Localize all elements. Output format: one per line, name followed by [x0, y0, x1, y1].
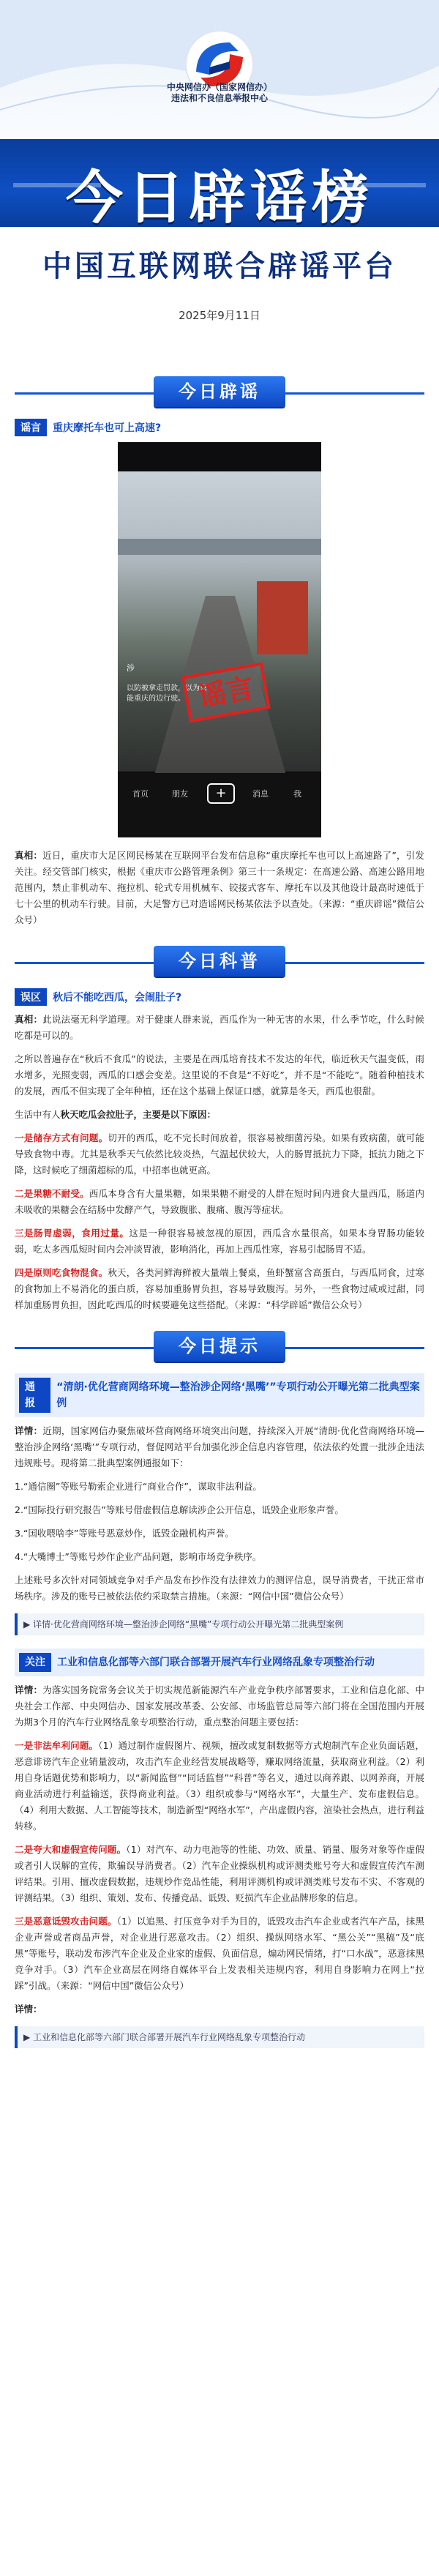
- science-headline: 秋后不能吃西瓜，会闹肚子?: [53, 992, 182, 1004]
- tips-case-1: 1.“通信圈”等账号勒索企业进行“商业合作”，谋取非法利益。: [15, 1481, 262, 1492]
- logo-line-1: 中央网信办（国家网信办）: [166, 82, 272, 92]
- science-para-3: 生活中有人秋天吃瓜会拉肚子，主要是以下原因：: [15, 1109, 217, 1120]
- science-item-3: 三是肠胃虚弱，食用过量。这是一种很容易被忽视的原因，西瓜含水量很高，如果本身胃肠功能较弱，吃太多西瓜短时间内会冲淡胃液，影响消化，再加上西瓜性寒，容易引起肠胃不适。: [15, 1228, 424, 1255]
- phone-screenshot: [118, 442, 321, 837]
- video-frame: [118, 471, 321, 772]
- logo-line-2: 违法和不良信息举报中心: [170, 93, 268, 103]
- plus-icon[interactable]: +: [207, 783, 235, 804]
- video-caption-2: 以防被拿走罚款，以为只能重庆的边行驶。: [127, 684, 207, 703]
- tips-case-2: 2.“国际投行研究报告”等账号借虚假信息解读涉企公开信息，诋毁企业形象声誉。: [15, 1504, 344, 1515]
- section-banner-tips: [0, 1321, 439, 1364]
- section-tips: [0, 1373, 439, 2048]
- science-headline-row: [15, 988, 424, 1006]
- section-banner-label: 今日科普: [154, 946, 285, 977]
- focus-headline: 工业和信息化部等六部门联合部署开展汽车行业网络乱象专项整治行动: [57, 1657, 375, 1668]
- rumor-headline-row: [15, 419, 424, 436]
- section-banner-label: 今日提示: [154, 1331, 285, 1362]
- tips-case-4: 4.“大嘴博士”等账号炒作企业产品问题，影响市场竞争秩序。: [15, 1551, 262, 1562]
- tips-case-3: 3.“国收喂啥李”等账号恶意炒作，诋毁金融机构声誉。: [15, 1528, 234, 1539]
- rumor-truth: 真相：近日，重庆市大足区网民杨某在互联网平台发布信息称“重庆摩托车也可以上高速路了”，引发关注。经交管部门核实，根据《重庆市公路管理条例》第三十一条规定：在高速公路、高速公路用地范围内，禁止非机动车、拖拉机、轮式专用机械车、铰接式客车、摩托车以及其他设计最高时速低于七十公里的机动车行驶。目前，大足警方已对造谣网民杨某依法予以查处。（来源：“重庆辟谣”微信公众号）: [15, 850, 424, 925]
- focus-item-3: 三是恶意诋毁攻击问题。（1）以追黑、打压竞争对手为目的，诋毁攻击汽车企业或者汽车产品，抹黑企业声誉或者商品声誉，对企业进行恶意攻击。（2）组织、操纵网络水军、“黑公关”“黑稿”及“底黑”等账号，联动发布涉汽车企业及企业家的虚假、负面信息，煽动网民情绪，打“口水战”，恶意抹黑竞争对手。（3）汽车企业高层在网络自媒体平台上发表相关违规内容，利用自身影响力在网上“拉踩”引战。（来源：“网信中国”微信公众号）: [15, 1916, 424, 1991]
- nav-me[interactable]: 我: [293, 789, 301, 799]
- tips-detail-link[interactable]: ▶ 详情·优化营商网络环境—整治涉企网络“黑嘴”专项行动公开曝光第二批典型案例: [15, 1613, 424, 1635]
- focus-tag: 关注: [19, 1653, 51, 1672]
- science-item-4: 四是原则吃食物混食。秋天，各类河鲜海鲜被大量端上餐桌，鱼虾蟹富含高蛋白，与西瓜同食，过寒的食物加上不易消化的蛋白质，容易加重肠胃负担，容易导致腹泻。另外，一些食物过咸或过甜，同样加重肠胃负担，因此吃西瓜的时候要避免这些搭配。（来源：“科学辟谣”微信公众号）: [15, 1267, 424, 1310]
- rumor-tag: 谣言: [15, 419, 47, 436]
- section-banner-label: 今日辟谣: [154, 376, 285, 407]
- page-subtitle: 中国互联网联合辟谣平台: [42, 249, 397, 283]
- page-title: 今日辟谣榜: [65, 165, 373, 231]
- science-tag: 误区: [15, 988, 47, 1006]
- tips-headline-row: [15, 1373, 424, 1417]
- science-para-2: 之所以普遍存在“秋后不食瓜”的说法，主要是在西瓜培育技术不发达的年代，临近秋天气温变低，雨水增多，光照变弱，西瓜的口感会变差。这里说的不食是“不好吃”，并不是“不能吃”。随着种植技术的发展，西瓜不但实现了全年种植，还在这个基础上保证口感，就算是冬天，西瓜也很甜。: [15, 1053, 424, 1097]
- nav-messages[interactable]: 消息: [252, 789, 269, 799]
- focus-item-2: 二是夸大和虚假宣传问题。（1）对汽车、动力电池等的性能、功效、质量、销量、服务对象等作虚假或者引人误解的宣传，欺骗误导消费者。（2）汽车企业操纵机构或评测类账号夸大和虚假宣传汽车测评结果。引用、擅改虚假数据，违规炒作竞品性能，利用评测机构或评测类账号发布不实、不客观的评测结果。（3）组织、策划、发布、传播竞品、诋毁、贬损汽车企业品牌形象的信息。: [15, 1844, 424, 1903]
- nav-friends[interactable]: 朋友: [172, 789, 188, 799]
- section-banner-rumor: [0, 366, 439, 410]
- science-para-1: 真相：此说法毫无科学道理。对于健康人群来说，西瓜作为一种无害的水果，什么季节吃，什么时候吃都是可以的。: [15, 1014, 424, 1041]
- science-item-1: 一是储存方式有问题。切开的西瓜，吃不完长时间放着，很容易被细菌污染。如果有致病菌，就可能导致食物中毒。尤其是秋季天气依然比较炎热，气温起伏较大，人的肠胃抵抗力下降，抵抗力随之下降，这时候吃了细菌超标的瓜，中招率也就更高。: [15, 1132, 424, 1176]
- section-science: [0, 988, 439, 1313]
- rumor-stamp: 谣言: [181, 662, 270, 723]
- section-banner-science: [0, 936, 439, 979]
- science-item-2: 二是果糖不耐受。西瓜本身含有大量果糖，如果果糖不耐受的人群在短时间内进食大量西瓜，肠道内未吸收的果糖会在结肠中发酵产气，导致腹胀、腹痛、腹泻等症状。: [15, 1188, 424, 1215]
- logo-text: [0, 82, 439, 104]
- title-banner: [0, 139, 439, 231]
- header: [0, 0, 439, 366]
- nav-home[interactable]: 首页: [132, 789, 149, 799]
- focus-headline-row: [15, 1649, 424, 1676]
- focus-detail-link[interactable]: ▶ 工业和信息化部等六部门联合部署开展汽车行业网络乱象专项整治行动: [15, 2026, 424, 2048]
- focus-detail-label: 详情：: [15, 2004, 42, 2015]
- video-caption-1: 涉: [127, 663, 135, 673]
- app-nav-bar: [118, 773, 321, 837]
- focus-para-1: 详情：为落实国务院常务会议关于切实规范新能源汽车产业竞争秩序部署要求，工业和信息化部、中央社会工作部、中央网信办、国家发展改革委、公安部、市场监管总局等六部门将在全国范围内开展为期3个月的汽车行业网络乱象专项整治行动，重点整治问题主要包括：: [15, 1684, 424, 1728]
- section-rumor: [0, 419, 439, 928]
- rumor-headline: 重庆摩托车也可上高速?: [53, 422, 162, 434]
- tips-headline: “清朗·优化营商网络环境—整治涉企网络‘黑嘴’”专项行动公开曝光第二批典型案例: [56, 1381, 420, 1409]
- tips-tag: 通报: [19, 1378, 50, 1413]
- focus-item-1: 一是非法牟利问题。（1）通过制作虚假图片、视频，擅改或复制数据等方式炮制汽车企业负面话题，恶意诽谤汽车企业销量波动，攻击汽车企业经营发展战略等，赚取网络流量，获取商业利益。（2）利用自身话题优势和影响力，以“新闻监督”“同话监督”“科普”等名义，通过以商养跟、以网养商，开展商业活动进行利益输送，获得商业利益。（3）组织或参与“网络水军”，大量生产、发布虚假信息。（4）利用大数据、人工智能等技术，制造新型“网络水军”，产出虚假内容，渲染社会热点，进行利益转移。: [15, 1740, 424, 1832]
- tips-para-2: 上述账号多次针对同领域竞争对手产品发布抄作没有法律效力的测评信息，误导消费者，干扰正常市场秩序。涉及的账号已被依法依约采取禁言措施。（来源：“网信中国”微信公众号）: [15, 1575, 424, 1602]
- tips-para-1: 详情：近期，国家网信办聚焦破坏营商网络环境突出问题，持续深入开展“清朗·优化营商网络环境—整治涉企网络‘黑嘴’”专项行动，督促网站平台加强化涉企信息内容管理，依法依约处置一批涉企违法违规账号。现将第二批典型案例通报如下：: [15, 1425, 424, 1468]
- publish-date: 2025年9月11日: [179, 309, 260, 322]
